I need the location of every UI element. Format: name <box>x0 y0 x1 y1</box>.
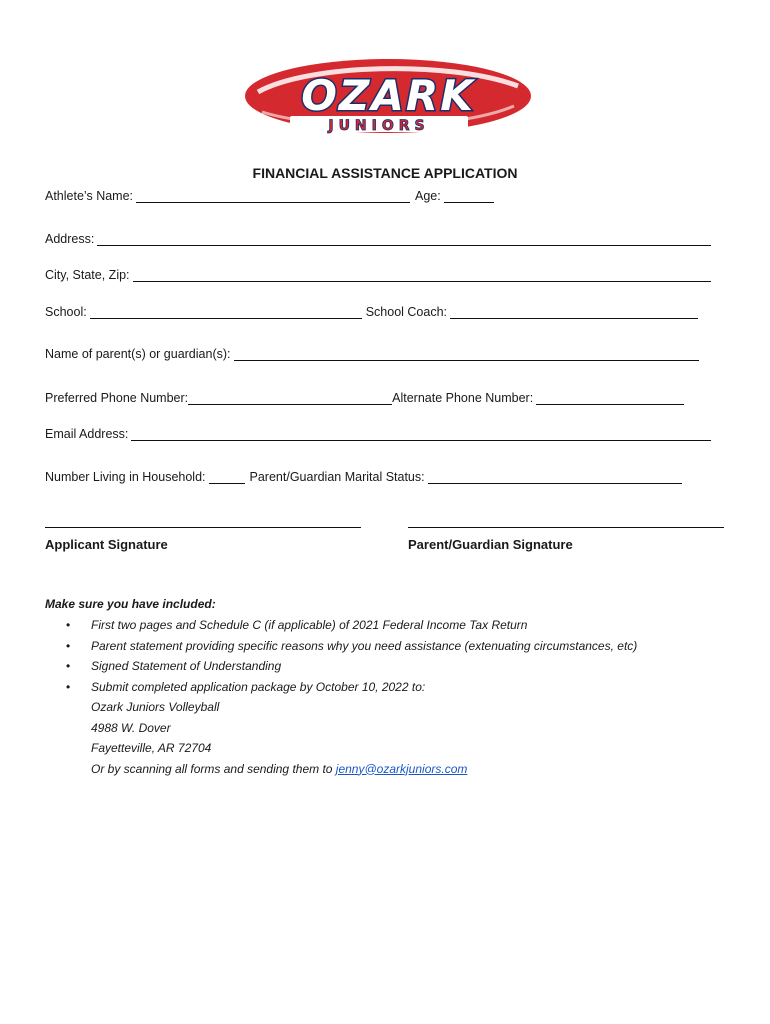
instructions-section <box>45 597 637 779</box>
ozark-juniors-logo <box>238 56 534 136</box>
email-row <box>45 427 711 441</box>
list-item <box>45 656 637 677</box>
contact-email-link[interactable]: jenny@ozarkjuniors.com <box>335 761 468 776</box>
household-label: Number Living in Household: <box>45 470 206 484</box>
bullet-icon: • <box>66 679 71 694</box>
age-field[interactable] <box>444 189 494 203</box>
list-item <box>45 615 637 636</box>
athlete-name-field[interactable] <box>136 189 410 203</box>
school-coach-label: School Coach: <box>365 305 448 319</box>
city-row <box>45 268 711 282</box>
preferred-phone-label: Preferred Phone Number: <box>45 391 189 405</box>
household-row <box>45 470 682 484</box>
address-row <box>45 232 711 246</box>
email-field[interactable] <box>131 427 711 441</box>
email-label: Email Address: <box>45 427 129 441</box>
address-label: Address: <box>45 232 95 246</box>
instructions-list <box>45 615 637 697</box>
mailing-street: 4988 W. Dover <box>91 720 171 735</box>
mailing-city: Fayetteville, AR 72704 <box>91 741 212 755</box>
form-title: FINANCIAL ASSISTANCE APPLICATION <box>252 165 518 181</box>
svg-text:OZARK: OZARK <box>301 71 475 120</box>
parent-signature-label: Parent/Guardian Signature <box>408 537 573 552</box>
address-field[interactable] <box>97 232 711 246</box>
svg-text:JUNIORS: JUNIORS <box>328 118 430 134</box>
scan-instructions <box>45 759 637 780</box>
school-coach-field[interactable] <box>450 305 698 319</box>
school-row <box>45 305 698 319</box>
parent-signature-line[interactable] <box>408 527 724 528</box>
list-item-text: Parent statement providing specific reasons why you need assistance (extenuating circumstances, etc) <box>91 638 638 653</box>
parents-row <box>45 347 699 361</box>
list-item-text: Submit completed application package by October 10, 2022 to: <box>91 679 426 694</box>
household-field[interactable] <box>209 470 245 484</box>
list-item <box>45 677 637 698</box>
athlete-row <box>45 189 494 203</box>
list-item-text: Signed Statement of Understanding <box>91 659 282 673</box>
bullet-icon: • <box>66 618 71 632</box>
instructions-heading: Make sure you have included: <box>45 597 216 611</box>
preferred-phone-field[interactable] <box>188 391 392 405</box>
parents-label: Name of parent(s) or guardian(s): <box>45 347 231 361</box>
athlete-name-label: Athlete’s Name: <box>45 189 134 203</box>
list-item-text: First two pages and Schedule C (if applicable) of 2021 Federal Income Tax Return <box>91 618 528 632</box>
school-field[interactable] <box>90 305 362 319</box>
marital-status-label: Parent/Guardian Marital Status: <box>249 470 425 484</box>
scan-text: Or by scanning all forms and sending them to <box>91 761 336 776</box>
age-label: Age: <box>415 189 441 203</box>
logo-graphic <box>238 56 534 136</box>
city-state-zip-label: City, State, Zip: <box>45 268 130 282</box>
list-item <box>45 636 637 657</box>
school-label: School: <box>45 305 87 319</box>
alternate-phone-label: Alternate Phone Number: <box>392 391 534 405</box>
city-state-zip-field[interactable] <box>133 268 711 282</box>
phone-row <box>45 391 684 405</box>
applicant-signature-label: Applicant Signature <box>45 537 168 552</box>
bullet-icon: • <box>66 638 71 653</box>
parents-field[interactable] <box>234 347 699 361</box>
mailing-name: Ozark Juniors Volleyball <box>91 700 220 714</box>
marital-status-field[interactable] <box>428 470 682 484</box>
alternate-phone-field[interactable] <box>536 391 684 405</box>
bullet-icon: • <box>66 659 71 673</box>
applicant-signature-line[interactable] <box>45 527 361 528</box>
